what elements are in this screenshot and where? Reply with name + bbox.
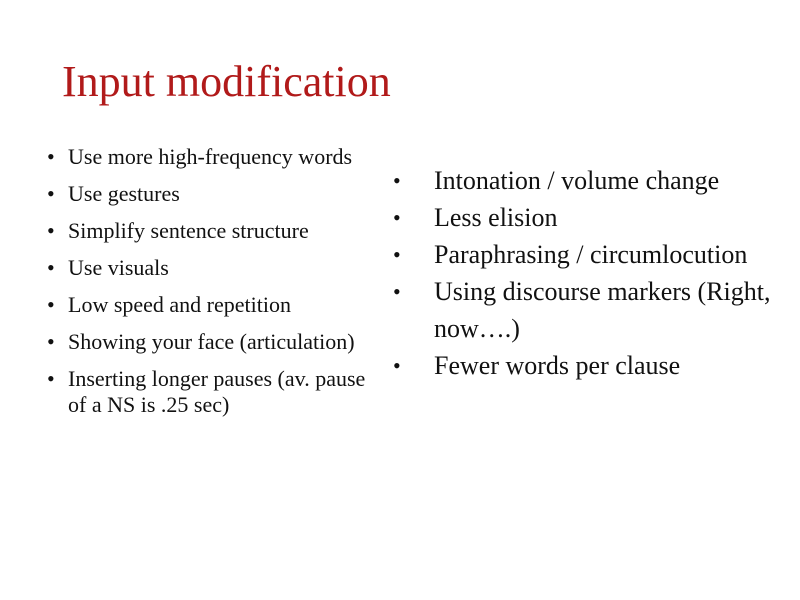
bullet-icon: •: [393, 242, 401, 267]
list-item: [393, 199, 773, 236]
list-item: [47, 144, 377, 170]
list-item-text: Simplify sentence structure: [68, 218, 309, 243]
bullet-icon: •: [393, 279, 401, 304]
left-bullet-list: [47, 144, 377, 429]
list-item: [393, 273, 773, 347]
bullet-icon: •: [393, 353, 401, 378]
list-item: [47, 218, 377, 244]
list-item-text: Use visuals: [68, 255, 169, 280]
list-item: [393, 162, 773, 199]
list-item: [47, 181, 377, 207]
right-bullet-list: [393, 162, 773, 384]
bullet-icon: •: [47, 181, 55, 206]
list-item-text: Use gestures: [68, 181, 180, 206]
slide-title: Input modification: [62, 57, 391, 106]
bullet-icon: •: [393, 168, 401, 193]
list-item-text: Less elision: [434, 203, 558, 232]
list-item: [393, 347, 773, 384]
list-item: [393, 236, 773, 273]
bullet-icon: •: [47, 218, 55, 243]
list-item-text: Low speed and repetition: [68, 292, 291, 317]
list-item-text: Intonation / volume change: [434, 166, 720, 195]
bullet-icon: •: [47, 292, 55, 317]
list-item-text: Showing your face (articulation): [68, 329, 355, 354]
list-item-text: Inserting longer pauses (av. pause of a NS is .25 sec): [68, 366, 366, 417]
bullet-icon: •: [47, 366, 55, 391]
bullet-icon: •: [47, 255, 55, 280]
list-item: [47, 366, 377, 418]
list-item-text: Paraphrasing / circumlocution: [434, 240, 748, 269]
list-item: [47, 329, 377, 355]
list-item-text: Use more high-frequency words: [68, 144, 353, 169]
bullet-icon: •: [47, 329, 55, 354]
list-item-text: Fewer words per clause: [434, 351, 681, 380]
list-item: [47, 292, 377, 318]
bullet-icon: •: [393, 205, 401, 230]
list-item-text: Using discourse markers (Right, now….): [434, 277, 771, 343]
bullet-icon: •: [47, 144, 55, 169]
list-item: [47, 255, 377, 281]
